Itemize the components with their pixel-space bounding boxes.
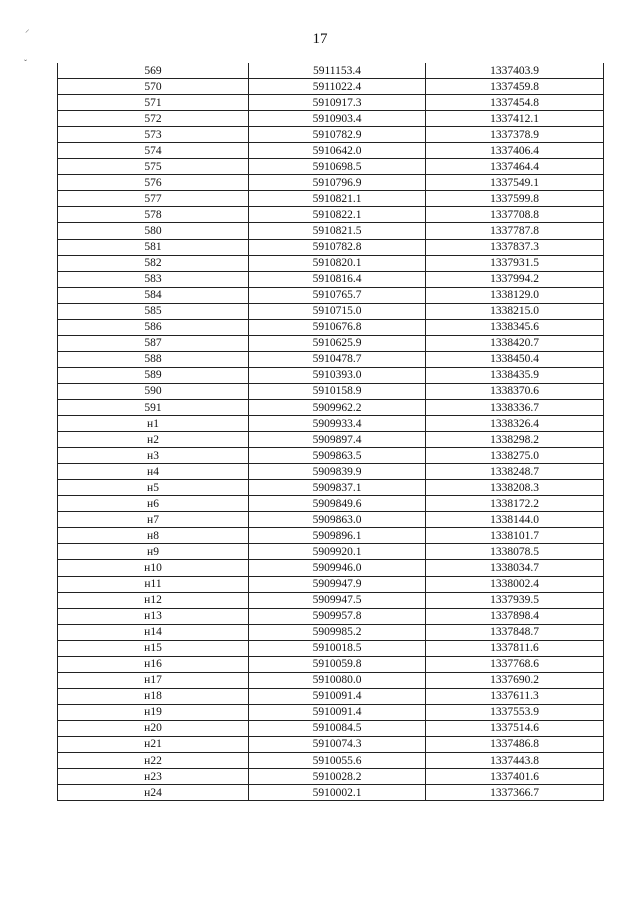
x-coordinate-cell: 5910821.1: [249, 191, 426, 207]
y-coordinate-cell: 1338002.4: [426, 576, 604, 592]
table-row: [58, 704, 604, 720]
scan-mark: ⸝: [25, 24, 30, 34]
point-number-cell: 587: [58, 335, 249, 351]
point-number-cell: 586: [58, 319, 249, 335]
point-number-cell: 591: [58, 399, 249, 415]
table-row: [58, 512, 604, 528]
table-row: [58, 496, 604, 512]
point-number-cell: 573: [58, 127, 249, 143]
y-coordinate-cell: 1338345.6: [426, 319, 604, 335]
x-coordinate-cell: 5909985.2: [249, 624, 426, 640]
y-coordinate-cell: 1337611.3: [426, 688, 604, 704]
y-coordinate-cell: 1338275.0: [426, 448, 604, 464]
x-coordinate-cell: 5909933.4: [249, 416, 426, 432]
x-coordinate-cell: 5909897.4: [249, 432, 426, 448]
table-row: [58, 640, 604, 656]
x-coordinate-cell: 5910059.8: [249, 656, 426, 672]
y-coordinate-cell: 1337811.6: [426, 640, 604, 656]
y-coordinate-cell: 1337406.4: [426, 143, 604, 159]
table-row: [58, 736, 604, 752]
point-number-cell: н19: [58, 704, 249, 720]
table-row: [58, 223, 604, 239]
y-coordinate-cell: 1338208.3: [426, 480, 604, 496]
point-number-cell: 581: [58, 239, 249, 255]
table-row: [58, 383, 604, 399]
y-coordinate-cell: 1337848.7: [426, 624, 604, 640]
table-row: [58, 335, 604, 351]
x-coordinate-cell: 5909839.9: [249, 464, 426, 480]
x-coordinate-cell: 5910917.3: [249, 95, 426, 111]
x-coordinate-cell: 5910002.1: [249, 785, 426, 801]
point-number-cell: н2: [58, 432, 249, 448]
y-coordinate-cell: 1338336.7: [426, 399, 604, 415]
x-coordinate-cell: 5909947.5: [249, 592, 426, 608]
table-row: [58, 785, 604, 801]
table-row: [58, 753, 604, 769]
y-coordinate-cell: 1338450.4: [426, 351, 604, 367]
point-number-cell: н20: [58, 720, 249, 736]
y-coordinate-cell: 1338215.0: [426, 303, 604, 319]
table-row: [58, 576, 604, 592]
table-row: [58, 239, 604, 255]
point-number-cell: 582: [58, 255, 249, 271]
table-row: [58, 207, 604, 223]
y-coordinate-cell: 1338101.7: [426, 528, 604, 544]
point-number-cell: н13: [58, 608, 249, 624]
x-coordinate-cell: 5910642.0: [249, 143, 426, 159]
x-coordinate-cell: 5910676.8: [249, 319, 426, 335]
point-number-cell: 570: [58, 79, 249, 95]
x-coordinate-cell: 5910765.7: [249, 287, 426, 303]
point-number-cell: н3: [58, 448, 249, 464]
x-coordinate-cell: 5909837.1: [249, 480, 426, 496]
point-number-cell: н12: [58, 592, 249, 608]
x-coordinate-cell: 5910782.8: [249, 239, 426, 255]
y-coordinate-cell: 1337366.7: [426, 785, 604, 801]
table-row: [58, 175, 604, 191]
point-number-cell: н22: [58, 753, 249, 769]
point-number-cell: н24: [58, 785, 249, 801]
x-coordinate-cell: 5910478.7: [249, 351, 426, 367]
point-number-cell: н16: [58, 656, 249, 672]
point-number-cell: н11: [58, 576, 249, 592]
table-row: [58, 63, 604, 79]
table-row: [58, 287, 604, 303]
x-coordinate-cell: 5910158.9: [249, 383, 426, 399]
table-row: [58, 608, 604, 624]
y-coordinate-cell: 1338034.7: [426, 560, 604, 576]
table-row: [58, 159, 604, 175]
x-coordinate-cell: 5909947.9: [249, 576, 426, 592]
x-coordinate-cell: 5910796.9: [249, 175, 426, 191]
x-coordinate-cell: 5910821.5: [249, 223, 426, 239]
y-coordinate-cell: 1337599.8: [426, 191, 604, 207]
table-row: [58, 255, 604, 271]
table-row: [58, 688, 604, 704]
table-row: [58, 624, 604, 640]
point-number-cell: 590: [58, 383, 249, 399]
x-coordinate-cell: 5909946.0: [249, 560, 426, 576]
x-coordinate-cell: 5909957.8: [249, 608, 426, 624]
x-coordinate-cell: 5910018.5: [249, 640, 426, 656]
x-coordinate-cell: 5910782.9: [249, 127, 426, 143]
point-number-cell: 571: [58, 95, 249, 111]
point-number-cell: н18: [58, 688, 249, 704]
table-row: [58, 416, 604, 432]
point-number-cell: 572: [58, 111, 249, 127]
y-coordinate-cell: 1337690.2: [426, 672, 604, 688]
point-number-cell: н6: [58, 496, 249, 512]
point-number-cell: н17: [58, 672, 249, 688]
y-coordinate-cell: 1337443.8: [426, 753, 604, 769]
x-coordinate-cell: 5911153.4: [249, 63, 426, 79]
table-row: [58, 656, 604, 672]
x-coordinate-cell: 5910028.2: [249, 769, 426, 785]
y-coordinate-cell: 1338144.0: [426, 512, 604, 528]
x-coordinate-cell: 5909863.0: [249, 512, 426, 528]
point-number-cell: 584: [58, 287, 249, 303]
y-coordinate-cell: 1337931.5: [426, 255, 604, 271]
y-coordinate-cell: 1337994.2: [426, 271, 604, 287]
y-coordinate-cell: 1337464.4: [426, 159, 604, 175]
y-coordinate-cell: 1337378.9: [426, 127, 604, 143]
x-coordinate-cell: 5910625.9: [249, 335, 426, 351]
x-coordinate-cell: 5909849.6: [249, 496, 426, 512]
table-row: [58, 111, 604, 127]
y-coordinate-cell: 1338078.5: [426, 544, 604, 560]
point-number-cell: 589: [58, 367, 249, 383]
table-row: [58, 191, 604, 207]
x-coordinate-cell: 5909896.1: [249, 528, 426, 544]
y-coordinate-cell: 1337454.8: [426, 95, 604, 111]
x-coordinate-cell: 5910084.5: [249, 720, 426, 736]
x-coordinate-cell: 5910820.1: [249, 255, 426, 271]
table-row: [58, 560, 604, 576]
y-coordinate-cell: 1337549.1: [426, 175, 604, 191]
point-number-cell: 575: [58, 159, 249, 175]
coordinates-table: [57, 63, 603, 801]
point-number-cell: н7: [58, 512, 249, 528]
table-row: [58, 319, 604, 335]
table-row: [58, 127, 604, 143]
table-row: [58, 480, 604, 496]
y-coordinate-cell: 1337403.9: [426, 63, 604, 79]
x-coordinate-cell: 5910903.4: [249, 111, 426, 127]
point-number-cell: 577: [58, 191, 249, 207]
y-coordinate-cell: 1337837.3: [426, 239, 604, 255]
point-number-cell: 574: [58, 143, 249, 159]
table-row: [58, 351, 604, 367]
table-row: [58, 448, 604, 464]
point-number-cell: н10: [58, 560, 249, 576]
table-body: [58, 63, 604, 801]
y-coordinate-cell: 1337768.6: [426, 656, 604, 672]
table-row: [58, 271, 604, 287]
y-coordinate-cell: 1337553.9: [426, 704, 604, 720]
y-coordinate-cell: 1337787.8: [426, 223, 604, 239]
x-coordinate-cell: 5910822.1: [249, 207, 426, 223]
point-number-cell: 569: [58, 63, 249, 79]
table-row: [58, 592, 604, 608]
table-row: [58, 720, 604, 736]
point-number-cell: 580: [58, 223, 249, 239]
x-coordinate-cell: 5910816.4: [249, 271, 426, 287]
table-row: [58, 672, 604, 688]
page-number: 17: [312, 31, 328, 47]
x-coordinate-cell: 5910091.4: [249, 688, 426, 704]
x-coordinate-cell: 5910055.6: [249, 753, 426, 769]
table-row: [58, 303, 604, 319]
point-number-cell: н14: [58, 624, 249, 640]
y-coordinate-cell: 1338298.2: [426, 432, 604, 448]
point-number-cell: н5: [58, 480, 249, 496]
x-coordinate-cell: 5910393.0: [249, 367, 426, 383]
point-number-cell: н9: [58, 544, 249, 560]
table-row: [58, 432, 604, 448]
x-coordinate-cell: 5910080.0: [249, 672, 426, 688]
point-number-cell: 585: [58, 303, 249, 319]
y-coordinate-cell: 1337898.4: [426, 608, 604, 624]
y-coordinate-cell: 1338326.4: [426, 416, 604, 432]
y-coordinate-cell: 1337708.8: [426, 207, 604, 223]
x-coordinate-cell: 5910698.5: [249, 159, 426, 175]
y-coordinate-cell: 1337514.6: [426, 720, 604, 736]
y-coordinate-cell: 1338248.7: [426, 464, 604, 480]
point-number-cell: н21: [58, 736, 249, 752]
table-row: [58, 143, 604, 159]
x-coordinate-cell: 5910091.4: [249, 704, 426, 720]
scan-mark: ˇ: [24, 58, 27, 68]
y-coordinate-cell: 1338370.6: [426, 383, 604, 399]
point-number-cell: н23: [58, 769, 249, 785]
x-coordinate-cell: 5911022.4: [249, 79, 426, 95]
x-coordinate-cell: 5909863.5: [249, 448, 426, 464]
table-row: [58, 79, 604, 95]
point-number-cell: 578: [58, 207, 249, 223]
x-coordinate-cell: 5910074.3: [249, 736, 426, 752]
y-coordinate-cell: 1338172.2: [426, 496, 604, 512]
point-number-cell: н4: [58, 464, 249, 480]
table-row: [58, 399, 604, 415]
table-row: [58, 544, 604, 560]
point-number-cell: 583: [58, 271, 249, 287]
y-coordinate-cell: 1337486.8: [426, 736, 604, 752]
point-number-cell: 576: [58, 175, 249, 191]
y-coordinate-cell: 1337939.5: [426, 592, 604, 608]
table-row: [58, 464, 604, 480]
point-number-cell: н15: [58, 640, 249, 656]
point-number-cell: н8: [58, 528, 249, 544]
y-coordinate-cell: 1338129.0: [426, 287, 604, 303]
y-coordinate-cell: 1338420.7: [426, 335, 604, 351]
y-coordinate-cell: 1338435.9: [426, 367, 604, 383]
x-coordinate-cell: 5909962.2: [249, 399, 426, 415]
table-row: [58, 769, 604, 785]
y-coordinate-cell: 1337412.1: [426, 111, 604, 127]
x-coordinate-cell: 5909920.1: [249, 544, 426, 560]
table-row: [58, 367, 604, 383]
y-coordinate-cell: 1337459.8: [426, 79, 604, 95]
table-row: [58, 528, 604, 544]
point-number-cell: 588: [58, 351, 249, 367]
point-number-cell: н1: [58, 416, 249, 432]
x-coordinate-cell: 5910715.0: [249, 303, 426, 319]
y-coordinate-cell: 1337401.6: [426, 769, 604, 785]
table-row: [58, 95, 604, 111]
